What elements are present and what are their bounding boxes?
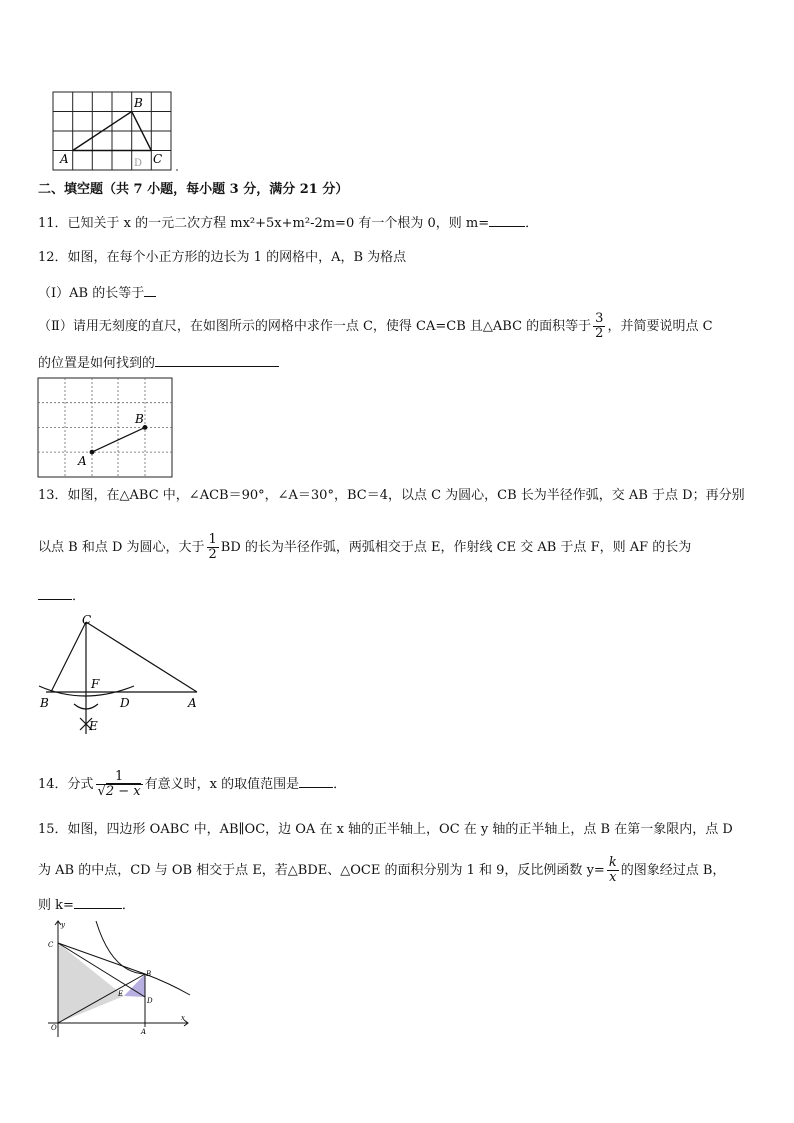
q15-label-o: O	[51, 1024, 57, 1032]
q13-label-e: E	[89, 719, 98, 733]
question-13-line1: 13．如图，在△ABC 中，∠ACB＝90°，∠A＝30°，BC＝4，以点 C 为圆心，CB 长为半径作弧，交 AB 于点 D；再分别	[38, 488, 745, 503]
answer-blank-14[interactable]	[299, 773, 333, 788]
question-11: 11．已知关于 x 的一元二次方程 mx²+5x+m²-2m=0 有一个根为 0，则 m= ．	[38, 212, 538, 234]
q15-label-a: A	[141, 1028, 147, 1036]
fraction-1-2: $\frac{1}{2}$	[208, 532, 217, 562]
fraction-3-2: $\frac{3}{2}$	[595, 311, 604, 341]
fraction-k-x: $\frac{k}{x}$	[608, 855, 617, 885]
question-12-part2-cont: 的位置是如何找到的	[38, 352, 279, 374]
q12-label-a: A	[78, 454, 87, 468]
q15-label-c: C	[48, 941, 54, 949]
question-12-part1: （Ⅰ）AB 的长等于	[38, 282, 156, 304]
question-13-line2: 以点 B 和点 D 为圆心，大于 $\frac{1}{2}$ BD 的长为半径作弧，两弧相交于点 E，作射线 CE 交 AB 于点 F，则 AF 的长为	[38, 532, 692, 562]
question-15-line1: 15．如图，四边形 OABC 中，AB∥OC，边 OA 在 x 轴的正半轴上，OC 在 y 轴的正半轴上，点 B 在第一象限内，点 D	[38, 822, 733, 837]
top-grid-figure	[50, 90, 185, 175]
q15-coordinate-figure	[44, 917, 194, 1042]
answer-blank-12-1[interactable]	[144, 282, 156, 297]
answer-blank-12-2[interactable]	[155, 352, 279, 367]
sqrt-icon: √	[97, 784, 106, 799]
answer-blank-15[interactable]	[74, 894, 122, 909]
fraction-1-over-sqrt: $\frac{1}{√2 - x}$	[97, 769, 141, 799]
q13-label-a: A	[188, 696, 197, 710]
label-a: A	[60, 152, 69, 166]
q15-label-y: y	[61, 921, 65, 929]
q15-label-e: E	[118, 990, 124, 998]
q13-label-c: C	[82, 613, 92, 627]
label-c: C	[153, 152, 163, 166]
question-12-part2: （Ⅱ）请用无刻度的直尺，在如图所示的网格中求作一点 C，使得 CA=CB 且△ABC 的面积等于 $\frac{3}{2}$ ，并简要说明点 C	[38, 311, 713, 341]
question-15-line2: 为 AB 的中点，CD 与 OB 相交于点 E，若△BDE、△OCE 的面积分别为 1 和 9，反比例函数 y= $\frac{k}{x}$ 的图象经过点 B，	[38, 855, 726, 885]
q12-grid-figure	[36, 376, 176, 480]
q15-label-x: x	[181, 1014, 185, 1022]
q15-label-d: D	[147, 997, 153, 1005]
question-13-line3: ．	[38, 585, 85, 607]
q13-label-b: B	[40, 696, 49, 710]
q13-label-f: F	[91, 677, 100, 691]
question-12-stem: 12．如图，在每个小正方形的边长为 1 的网格中，A，B 为格点	[38, 250, 407, 265]
label-b: B	[134, 96, 143, 110]
q12-label-b: B	[135, 412, 144, 426]
answer-blank-11[interactable]	[489, 212, 525, 227]
question-14: 14．分式 $\frac{1}{√2 - x}$ 有意义时，x 的取值范围是 ．	[38, 769, 347, 799]
answer-blank-13[interactable]	[38, 585, 72, 600]
label-d: D	[134, 158, 143, 169]
q13-triangle-figure	[34, 612, 209, 740]
q13-label-d: D	[120, 696, 130, 710]
section-title: 二、填空题（共 7 小题，每小题 3 分，满分 21 分）	[38, 182, 349, 197]
question-15-line3: 则 k= ．	[38, 894, 135, 916]
q15-label-b: B	[146, 970, 152, 978]
